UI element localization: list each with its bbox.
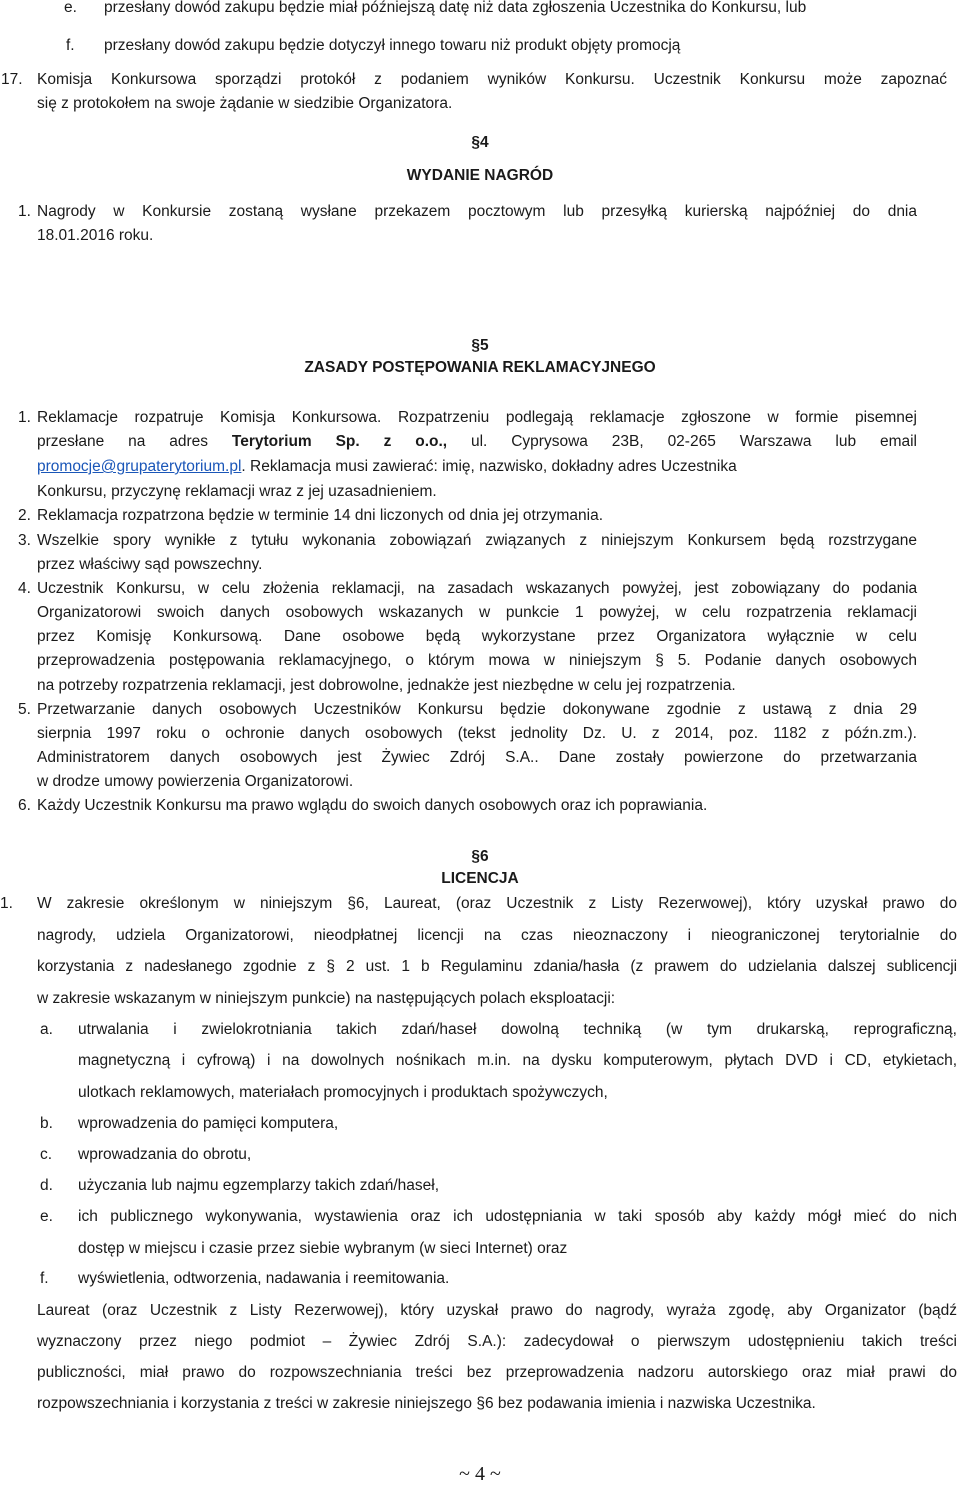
paragraph-line: Reklamacja rozpatrzona będzie w terminie 14 dni liczonych od dnia jej otrzymania. — [37, 507, 604, 524]
paragraph-line: Administratorem danych osobowych jest Żywiec Zdrój S.A.. Dane zostały powierzone do przetwarzania — [37, 749, 917, 766]
list-marker: c. — [40, 1146, 53, 1163]
paragraph-line: w zakresie wskazanym w niniejszym punkcie) na następujących polach eksploatacji: — [37, 990, 616, 1007]
paragraph-line: Każdy Uczestnik Konkursu ma prawo wglądu do swoich danych osobowych oraz ich poprawiania. — [37, 797, 708, 814]
list-item-text: przesłany dowód zakupu będzie dotyczył innego towaru niż produkt objęty promocją — [104, 37, 681, 54]
paragraph-line: przez właściwy sąd powszechny. — [37, 556, 263, 573]
section-number: §5 — [471, 337, 489, 354]
paragraph-line: dostęp w miejscu i czasie przez siebie wybranym (w sieci Internet) oraz — [78, 1240, 568, 1257]
list-marker: e. — [64, 0, 77, 16]
list-marker: 1. — [18, 203, 31, 220]
section-number: §4 — [471, 134, 489, 151]
paragraph-line: rozpowszechniania i korzystania z treści w zakresie niniejszego §6 bez podawania imienia i nazwiska Uczestnika. — [37, 1395, 816, 1412]
paragraph-line: utrwalania i zwielokrotniania takich zdań/haseł dowolną techniką (w tym drukarską, reprograficzną, — [78, 1021, 957, 1038]
company-name: Terytorium Sp. z o.o., — [231, 433, 448, 450]
paragraph-line: Przetwarzanie danych osobowych Uczestników Konkursu będzie dokonywane zgodnie z ustawą z dnia 29 — [37, 701, 917, 718]
paragraph-line: promocje@grupaterytorium.pl. Reklamacja musi zawierać: imię, nazwisko, dokładny adres Uczestnika — [37, 458, 737, 475]
paragraph-line: w drodze umowy powierzenia Organizatorowi. — [37, 773, 354, 790]
paragraph-line: Konkursu, przyczynę reklamacji wraz z jej uzasadnieniem. — [37, 483, 437, 500]
paragraph-line: Wszelkie spory wynikłe z tytułu wykonania zobowiązań związanych z niniejszym Konkursem będą rozstrzygane — [37, 532, 917, 549]
list-marker: e. — [40, 1208, 53, 1225]
paragraph-line: użyczania lub najmu egzemplarzy takich zdań/haseł, — [78, 1177, 439, 1194]
paragraph-line: sierpnia 1997 roku o ochronie danych osobowych (tekst jednolity Dz. U. z 2014, poz. 1182 z późn.zm.). — [37, 725, 917, 742]
paragraph-line: magnetyczną i cyfrową) i na dowolnych nośnikach m.in. na dysku komputerowym, płytach DVD i CD, etykietach, — [78, 1052, 957, 1069]
paragraph-line: Laureat (oraz Uczestnik z Listy Rezerwowej), który uzyskał prawo do nagrody, wyraża zgodę, aby Organizator (bądź — [37, 1302, 957, 1319]
paragraph-line: wyznaczony przez niego podmiot – Żywiec Zdrój S.A.): zadecydował o pierwszym udostępnieniu takich treści — [37, 1333, 957, 1350]
list-marker: 2. — [18, 507, 31, 524]
paragraph-line: Reklamacje rozpatruje Komisja Konkursowa. Rozpatrzeniu podlegają reklamacje zgłoszone w formie pisemnej — [37, 409, 917, 426]
list-marker: 3. — [18, 532, 31, 549]
list-marker: 1. — [0, 895, 13, 912]
section-number: §6 — [471, 848, 489, 865]
section-title: ZASADY POSTĘPOWANIA REKLAMACYJNEGO — [304, 359, 656, 376]
list-marker: 6. — [18, 797, 31, 814]
paragraph-line: ich publicznego wykonywania, wystawienia oraz ich udostępniania w taki sposób aby każdy mógł mieć do nich — [78, 1208, 957, 1225]
paragraph-line: przeprowadzenia postępowania reklamacyjnego, o którym mowa w niniejszym § 5. Podanie danych osobowych — [37, 652, 917, 669]
section-title: WYDANIE NAGRÓD — [406, 167, 554, 184]
paragraph-line: 18.01.2016 roku. — [37, 227, 154, 244]
list-item-text: przesłany dowód zakupu będzie miał późniejszą datę niż data zgłoszenia Uczestnika do Konkursu, lub — [104, 0, 807, 16]
paragraph-line: ulotkach reklamowych, materiałach promocyjnych i produktach spożywczych, — [78, 1084, 608, 1101]
paragraph-line: Komisja Konkursowa sporządzi protokół z podaniem wyników Konkursu. Uczestnik Konkursu może zapoznać — [37, 71, 947, 88]
paragraph-line: Nagrody w Konkursie zostaną wysłane przekazem pocztowym lub przesyłką kurierską najpóźniej do dnia — [37, 203, 917, 220]
paragraph-line: W zakresie określonym w niniejszym §6, Laureat, (oraz Uczestnik z Listy Rezerwowej), który uzyskał prawo do — [37, 895, 957, 912]
email-link[interactable]: promocje@grupaterytorium.pl — [37, 458, 242, 475]
paragraph-line: wprowadzenia do pamięci komputera, — [78, 1115, 339, 1132]
list-marker: a. — [40, 1021, 53, 1038]
paragraph-line: wprowadzania do obrotu, — [78, 1146, 252, 1163]
list-marker: d. — [40, 1177, 53, 1194]
list-marker: 17. — [1, 71, 23, 88]
paragraph-line: Organizatorowi swoich danych osobowych wskazanych w punkcie 1 powyżej, w celu rozpatrzenia reklamacji — [37, 604, 917, 621]
list-marker: f. — [40, 1270, 49, 1287]
paragraph-line: przesłane na adres Terytorium Sp. z o.o., ul. Cyprysowa 23B, 02-265 Warszawa lub email — [37, 433, 917, 450]
paragraph-line: na potrzeby rozpatrzenia reklamacji, jest dobrowolne, jednakże jest niezbędne w celu jej rozpatrzenia. — [37, 677, 736, 694]
paragraph-line: przez Komisję Konkursową. Dane osobowe będą wykorzystane przez Organizatora wyłącznie w celu — [37, 628, 917, 645]
list-marker: 4. — [18, 580, 31, 597]
paragraph-line: wyświetlenia, odtworzenia, nadawania i reemitowania. — [78, 1270, 450, 1287]
list-marker: b. — [40, 1115, 53, 1132]
paragraph-line: nagrody, udziela Organizatorowi, nieodpłatnej licencji na czas nieoznaczony i nieograniczonej terytorialnie do — [37, 927, 957, 944]
list-marker: 5. — [18, 701, 31, 718]
paragraph-line: się z protokołem na swoje żądanie w siedzibie Organizatora. — [37, 95, 453, 112]
page-number: ~ 4 ~ — [459, 1463, 501, 1485]
list-marker: 1. — [18, 409, 31, 426]
section-title: LICENCJA — [441, 870, 519, 887]
paragraph-line: korzystania z nadesłanego zgodnie z § 2 ust. 1 b Regulaminu zdania/hasła (z prawem do udzielania dalszej sublicencji — [37, 958, 957, 975]
paragraph-line: Uczestnik Konkursu, w celu złożenia reklamacji, na zasadach wskazanych powyżej, jest zobowiązany do podania — [37, 580, 917, 597]
paragraph-line: publiczności, miał prawo do rozpowszechniania treści bez przeprowadzenia nadzoru autorskiego oraz miał prawi do — [37, 1364, 957, 1381]
list-marker: f. — [66, 37, 75, 54]
